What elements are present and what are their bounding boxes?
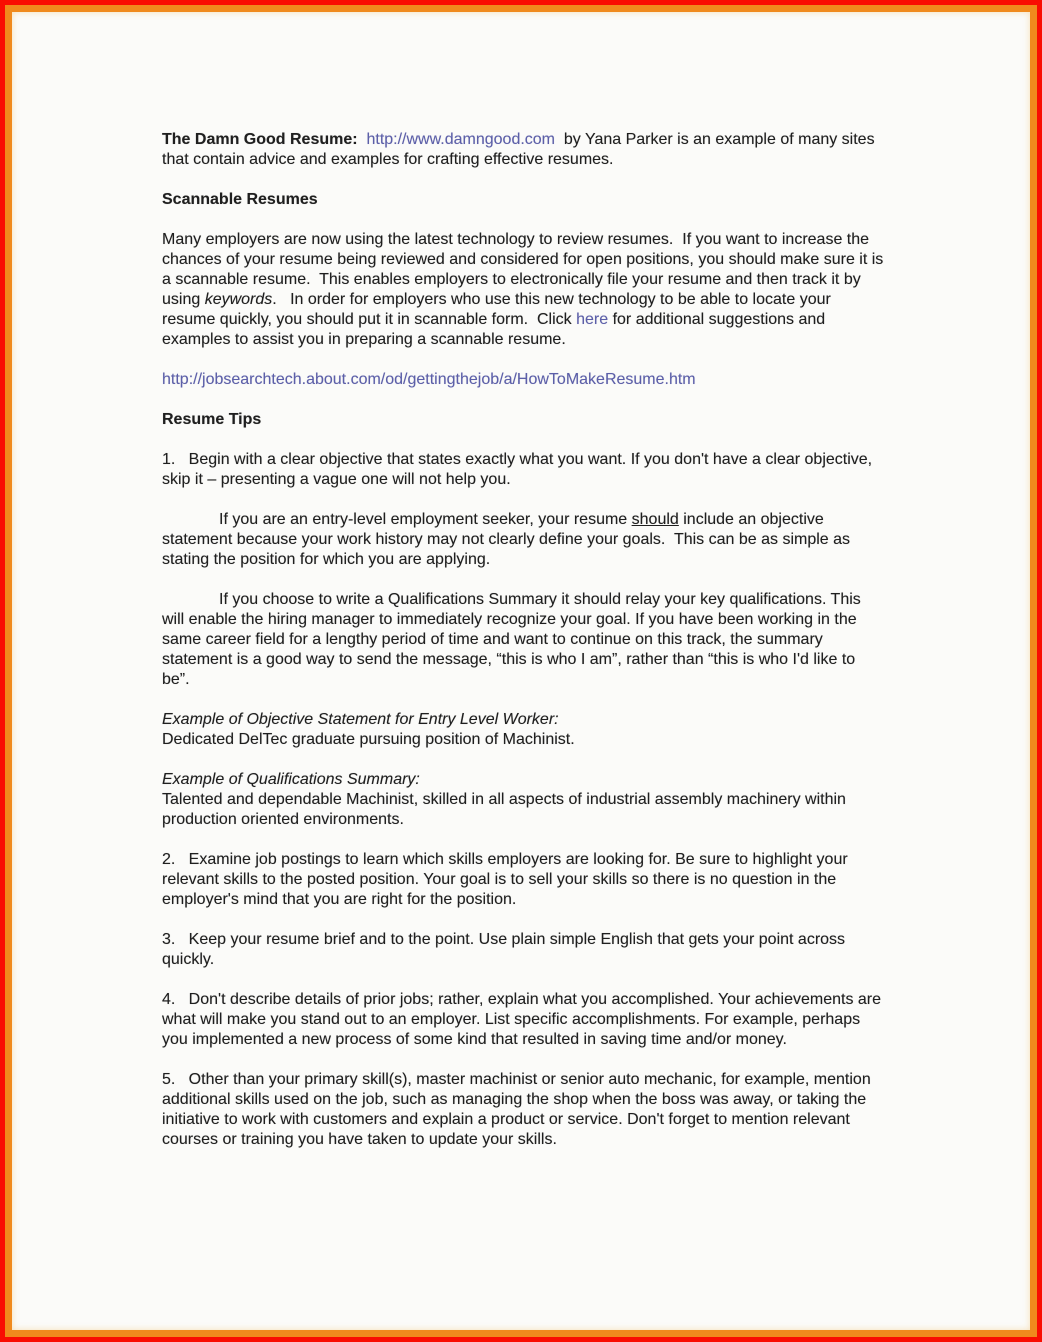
example-qualifications — [162, 770, 887, 830]
intro-tail: by Yana Parker is an example of many sites that contain advice and examples for crafting effective resumes. — [162, 131, 880, 168]
example-objective-label: Example of Objective Statement for Entry Level Worker: — [162, 711, 559, 728]
example-objective — [162, 710, 887, 750]
tip-5: 5. Other than your primary skill(s), master machinist or senior auto mechanic, for example, mention additional skills used on the job, such as managing the shop when the boss was away, or taking the initiative to work with customers and explain a product or service. Don't forget to mention relevant courses or training you have taken to update your skills. — [162, 1071, 876, 1148]
intro-paragraph — [162, 130, 887, 170]
scannable-paragraph — [162, 230, 887, 350]
entry-level-text-1: If you are an entry-level employment seeker, your resume — [219, 511, 632, 528]
here-link[interactable]: here — [576, 311, 609, 328]
entry-level-text-2: include an objective statement because your work history may not clearly define your goals. This can be as simple as stating the position for which you are applying. — [162, 511, 855, 568]
example-qualifications-label: Example of Qualifications Summary: — [162, 771, 420, 788]
jobsearchtech-link[interactable]: http://jobsearchtech.about.com/od/gettingthejob/a/HowToMakeResume.htm — [162, 371, 696, 388]
tip-3: 3. Keep your resume brief and to the point. Use plain simple English that gets your point across quickly. — [162, 931, 850, 968]
tip-4: 4. Don't describe details of prior jobs; rather, explain what you accomplished. Your achievements are what will make you stand out to an employer. List specific accomplishments. For example, perhaps you implemented a new process of some kind that resulted in saving time and/or money. — [162, 991, 886, 1048]
should-underlined: should — [631, 511, 679, 528]
tip-1: 1. Begin with a clear objective that states exactly what you want. If you don't have a clear objective, skip it – presenting a vague one will not help you. — [162, 451, 877, 488]
example-objective-body: Dedicated DelTec graduate pursuing position of Machinist. — [162, 731, 575, 748]
example-qualifications-body: Talented and dependable Machinist, skilled in all aspects of industrial assembly machinery within production oriented environments. — [162, 791, 851, 828]
scannable-text-3: for additional suggestions and examples to assist you in preparing a scannable resume. — [162, 311, 830, 348]
jobsearch-url-paragraph — [162, 370, 887, 390]
entry-level-paragraph — [162, 510, 887, 570]
page-border-inner — [5, 5, 1037, 1337]
scannable-text-1: Many employers are now using the latest technology to review resumes. If you want to increase the chances of your resume being reviewed and considered for open positions, you should make sure it is a scannable resume. This enables employers to electronically file your resume and then track it by using — [162, 231, 888, 308]
qualifications-summary-paragraph: If you choose to write a Qualifications Summary it should relay your key qualifications. This will enable the hiring manager to immediately recognize your goal. If you have been working in the same career field for a lengthy period of time and want to continue on this track, the summary statement is a good way to send the message, “this is who I am”, rather than “this is who I'd like to be”. — [162, 591, 866, 688]
scannable-resumes-heading: Scannable Resumes — [162, 191, 318, 208]
scannable-text-2: . In order for employers who use this new technology to be able to locate your resume quickly, you should put it in scannable form. Click — [162, 291, 836, 328]
damngood-link[interactable]: http://www.damngood.com — [366, 131, 556, 148]
resume-tips-heading: Resume Tips — [162, 411, 262, 428]
document-page — [12, 12, 1030, 1330]
tip-2: 2. Examine job postings to learn which skills employers are looking for. Be sure to highlight your relevant skills to the posted position. Your goal is to sell your skills so there is no question in the employer's mind that you are right for the position. — [162, 851, 853, 908]
keywords-italic: keywords — [204, 291, 273, 308]
intro-title: The Damn Good Resume: — [162, 131, 358, 148]
